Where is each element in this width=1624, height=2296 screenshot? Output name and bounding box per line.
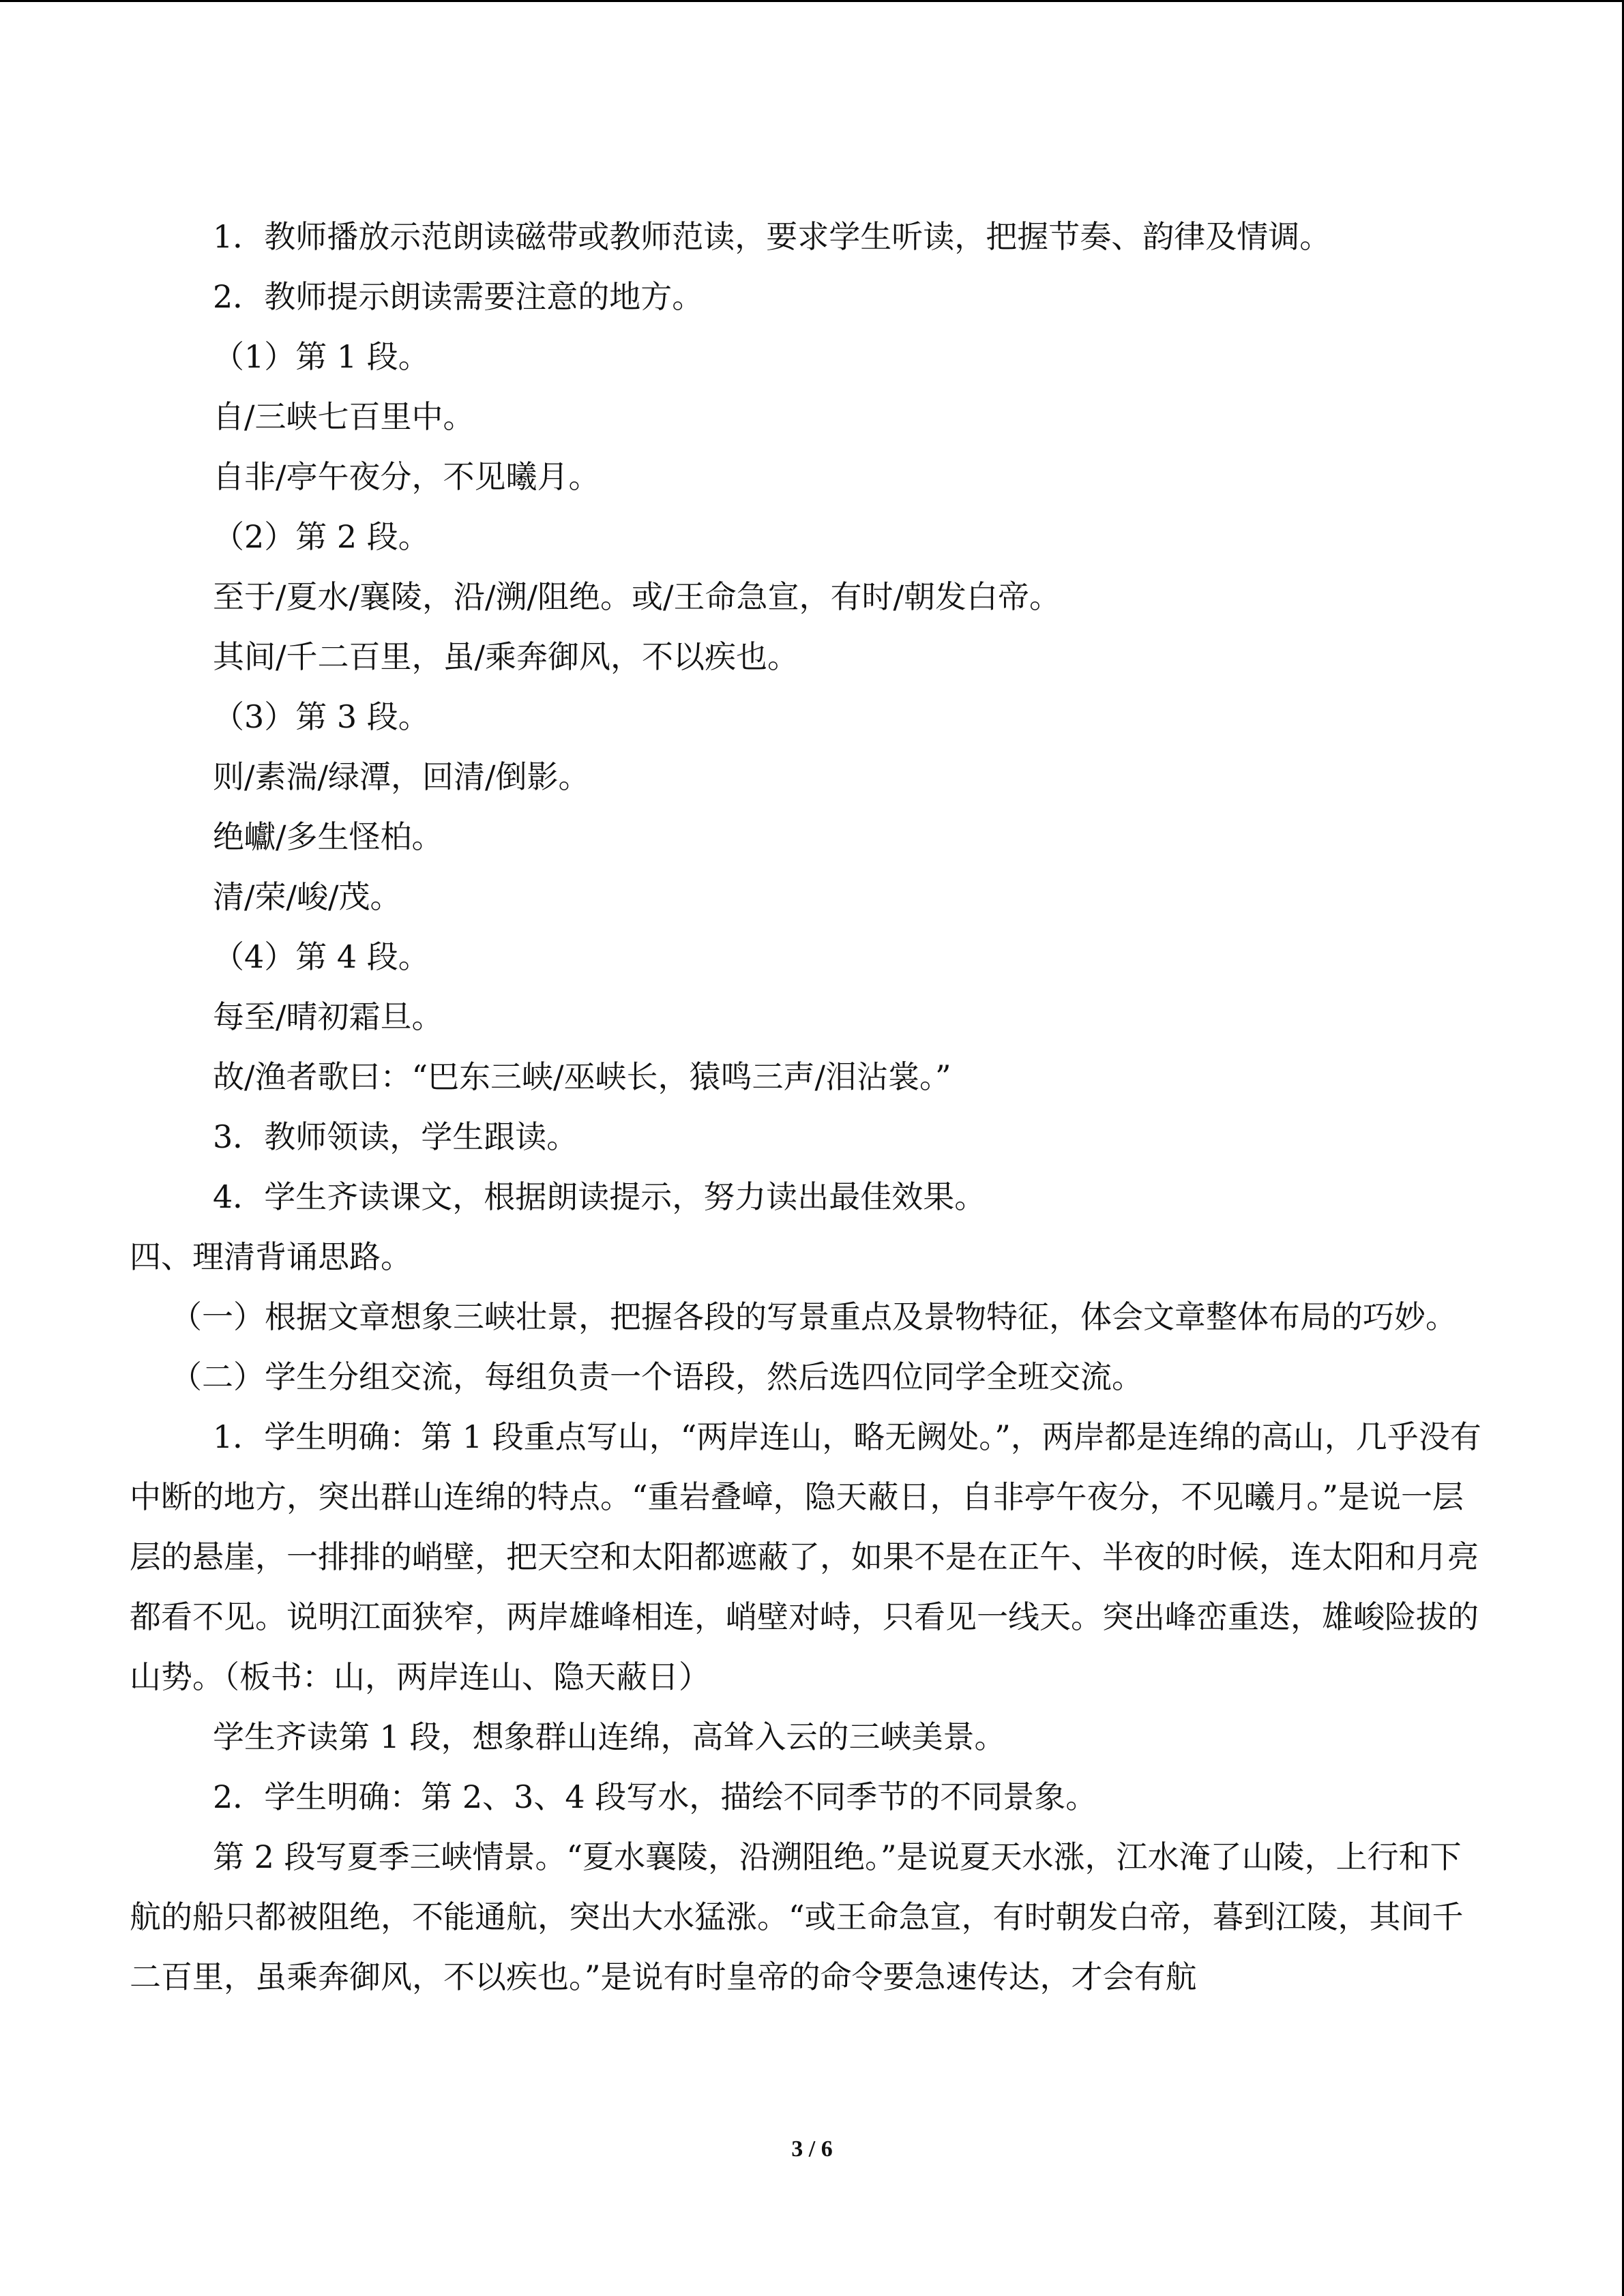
paragraph-section-3: （3）第 3 段。 <box>213 698 430 735</box>
paragraph-summer-scene: 第 2 段写夏季三峡情景。“夏水襄陵，沿溯阻绝。”是说夏天水涨，江水淹了山陵，上行和下航的船只都被阻绝，不能通航，突出大水猛涨。“或王命急宣，有时朝发白帝，暮到江陵，其间千二百里，虽乘奔御风，不以疾也。”是说有时皇帝的命令要急速传达，才会有航 <box>130 1838 1464 1995</box>
reading-line: 自/三峡七百里中。 <box>213 398 475 435</box>
reading-line: 每至/晴初霜旦。 <box>213 998 443 1035</box>
document-body <box>130 207 1487 2007</box>
reading-line: 清/荣/峻/茂。 <box>213 878 402 915</box>
paragraph-section-4: （4）第 4 段。 <box>213 938 430 975</box>
paragraph-section-2: （2）第 2 段。 <box>213 518 430 555</box>
paragraph-analysis-2: 2．学生明确：第 2、3、4 段写水，描绘不同季节的不同景象。 <box>213 1778 1097 1815</box>
reading-line: 故/渔者歌曰：“巴东三峡/巫峡长，猿鸣三声/泪沾裳。” <box>213 1058 951 1095</box>
paragraph-reading-task: 学生齐读第 1 段，想象群山连绵，高耸入云的三峡美景。 <box>213 1718 1006 1755</box>
reading-line: 其间/千二百里，虽/乘奔御风，不以疾也。 <box>213 638 799 675</box>
reading-line: 则/素湍/绿潭，回清/倒影。 <box>213 758 590 795</box>
paragraph-step-4: 4．学生齐读课文，根据朗读提示，努力读出最佳效果。 <box>213 1178 986 1215</box>
paragraph-step-1: 1．教师播放示范朗读磁带或教师范读，要求学生听读，把握节奏、韵律及情调。 <box>213 218 1331 255</box>
section-heading: 四、理清背诵思路。 <box>130 1238 412 1275</box>
paragraph-subsection-2: （二）学生分组交流，每组负责一个语段，然后选四位同学全班交流。 <box>171 1358 1143 1395</box>
reading-line: 至于/夏水/襄陵，沿/溯/阻绝。或/王命急宣，有时/朝发白帝。 <box>213 578 1061 615</box>
paragraph-step-2: 2．教师提示朗读需要注意的地方。 <box>213 278 704 315</box>
paragraph-step-3: 3．教师领读，学生跟读。 <box>213 1118 578 1155</box>
reading-line: 绝巘/多生怪柏。 <box>213 818 443 855</box>
reading-line: 自非/亭午夜分，不见曦月。 <box>213 458 600 495</box>
paragraph-section-1: （1）第 1 段。 <box>213 338 430 375</box>
paragraph-analysis-1: 1．学生明确：第 1 段重点写山，“两岸连山，略无阙处。”，两岸都是连绵的高山，几乎没有中断的地方，突出群山连绵的特点。“重岩叠嶂，隐天蔽日，自非亭午夜分，不见曦月。”是说一层层的悬崖，一排排的峭壁，把天空和太阳都遮蔽了，如果不是在正午、半夜的时候，连太阳和月亮都看不见。说明江面狭窄，两岸雄峰相连，峭壁对峙，只看见一线天。突出峰峦重迭，雄峻险拔的山势。（板书：山，两岸连山、隐天蔽日） <box>130 1418 1481 1695</box>
page-number: 3 / 6 <box>791 2136 833 2162</box>
paragraph-subsection-1: （一）根据文章想象三峡壮景，把握各段的写景重点及景物特征，体会文章整体布局的巧妙。 <box>171 1298 1457 1335</box>
